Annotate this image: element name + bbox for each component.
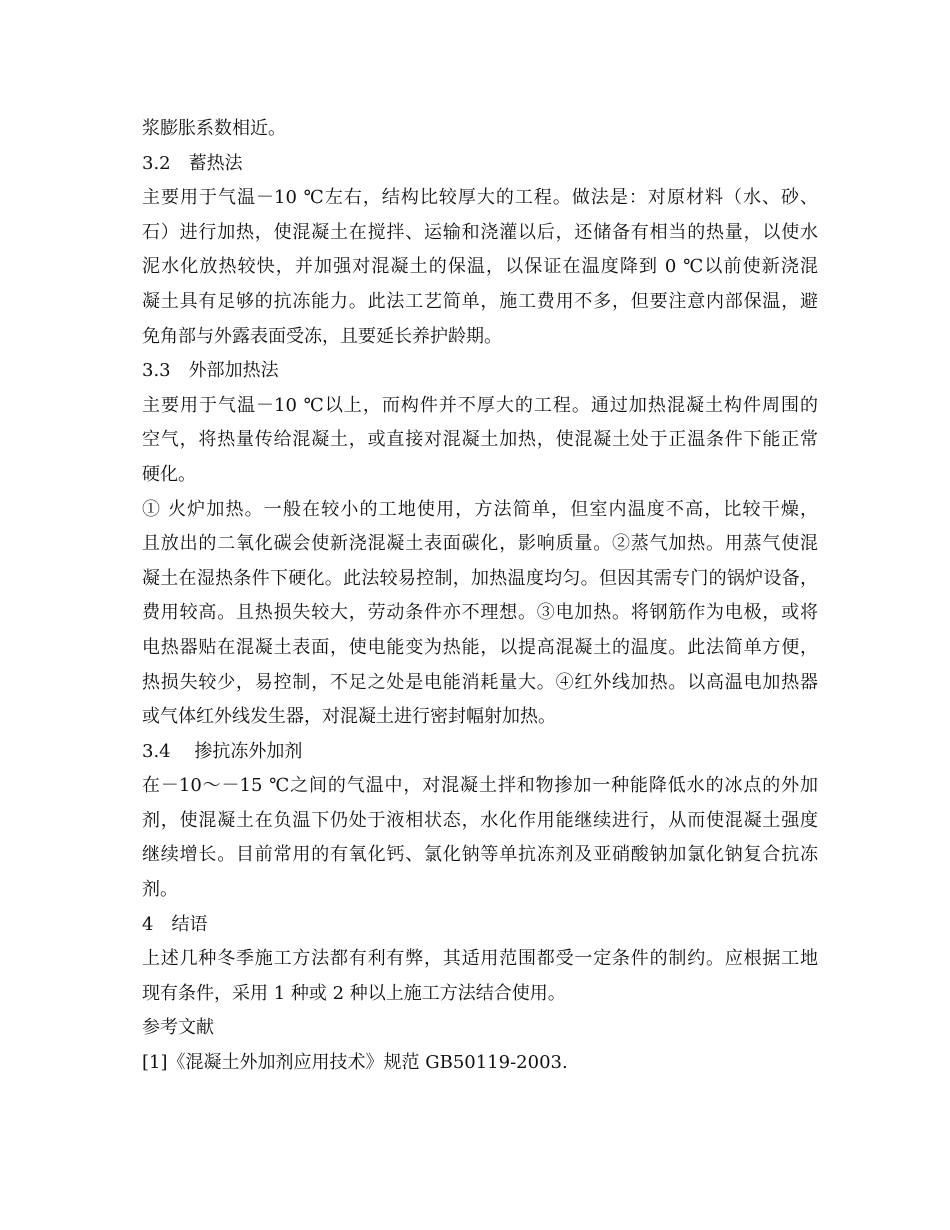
text-line: 浆膨胀系数相近。 — [142, 118, 286, 139]
text-line: 热损失较少，易控制，不足之处是电能消耗量大。④红外线加热。以高温电加热器 — [142, 671, 818, 693]
text-line: 上述几种冬季施工方法都有利有弊，其适用范围都受一定条件的制约。应根据工地 — [142, 948, 818, 970]
text-line: 剂，使混凝土在负温下仍处于液相状态，水化作用能继续进行，从而使混凝土强度 — [142, 809, 818, 831]
text-line: ① 火炉加热。一般在较小的工地使用，方法简单，但室内温度不高，比较干燥， — [142, 498, 818, 520]
text-line: 石）进行加热，使混凝土在搅拌、运输和浇灌以后，还储备有相当的热量，以使水 — [142, 221, 818, 243]
section-heading: 3.3 外部加热法 — [142, 360, 279, 382]
text-line: 泥水化放热较快，并加强对混凝土的保温，以保证在温度降到 0 ℃以前使新浇混 — [142, 256, 818, 278]
text-line: 继续增长。目前常用的有氧化钙、氯化钠等单抗冻剂及亚硝酸钠加氯化钠复合抗冻 — [142, 844, 818, 866]
text-line: 空气，将热量传给混凝土，或直接对混凝土加热，使混凝土处于正温条件下能正常 — [142, 429, 818, 451]
reference-item: [1]《混凝土外加剂应用技术》规范 GB50119-2003. — [142, 1052, 568, 1074]
section-heading: 3.4 掺抗冻外加剂 — [142, 740, 303, 762]
text-line: 在－10～－15 ℃之间的气温中，对混凝土拌和物掺加一种能降低水的冰点的外加 — [142, 775, 818, 797]
text-line: 主要用于气温－10 ℃左右，结构比较厚大的工程。做法是：对原材料（水、砂、 — [142, 187, 818, 209]
document-page — [142, 112, 818, 1081]
text-line: 凝土具有足够的抗冻能力。此法工艺简单，施工费用不多，但要注意内部保温，避 — [142, 290, 818, 312]
text-line: 主要用于气温－10 ℃以上，而构件并不厚大的工程。通过加热混凝土构件周围的 — [142, 394, 818, 416]
text-line: 且放出的二氧化碳会使新浇混凝土表面碳化，影响质量。②蒸气加热。用蒸气使混 — [142, 533, 818, 555]
text-line: 或气体红外线发生器，对混凝土进行密封幅射加热。 — [142, 706, 556, 728]
text-line: 硬化。 — [142, 463, 196, 485]
section-heading: 3.2 蓄热法 — [142, 152, 243, 174]
section-heading: 4 结语 — [142, 913, 208, 935]
section-heading: 参考文献 — [142, 1017, 214, 1039]
text-line: 凝土在湿热条件下硬化。此法较易控制，加热温度均匀。但因其需专门的锅炉设备， — [142, 567, 818, 589]
text-line: 现有条件，采用 1 种或 2 种以上施工方法结合使用。 — [142, 982, 566, 1004]
text-line: 电热器贴在混凝土表面，使电能变为热能，以提高混凝土的温度。此法简单方便， — [142, 636, 818, 658]
text-line: 免角部与外露表面受冻，且要延长养护龄期。 — [142, 325, 502, 347]
text-line: 剂。 — [142, 879, 178, 901]
text-line: 费用较高。且热损失较大，劳动条件亦不理想。③电加热。将钢筋作为电极，或将 — [142, 602, 818, 624]
